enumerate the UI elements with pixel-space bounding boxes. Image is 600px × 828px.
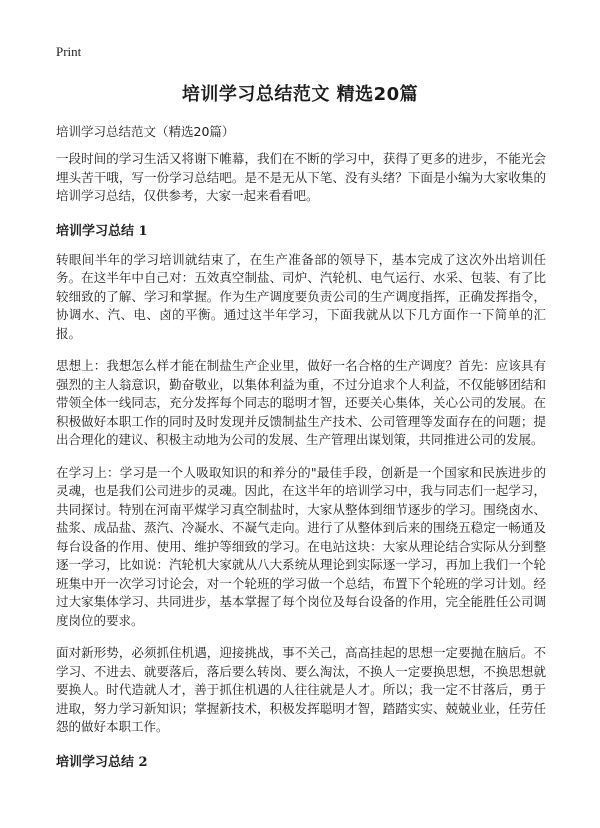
- document-body: [56, 150, 546, 782]
- document-subtitle: 培训学习总结范文（精选20篇）: [56, 124, 235, 139]
- intro-paragraph: 一段时间的学习生活又将谢下帷幕，我们在不断的学习中，获得了更多的进步，不能光会埋头苦干哦，写一份学习总结吧。是不是无从下笔、没有头绪？下面是小编为大家收集的培训学习总结，仅供参考，大家一起来看看吧。: [56, 151, 546, 203]
- section-1-paragraph-2: 思想上：我想怎么样才能在制盐生产企业里，做好一名合格的生产调度？首先：应该具有强烈的主人翁意识，勤奋敬业，以集体利益为重，不过分追求个人利益，不仅能够团结和带领全体一线同志，充分发挥每个同志的聪明才智，还要关心集体，关心公司的发展。在积极做好本职工作的同时及时发现并反馈制盐生产技术、公司管理等发面存在的问题；提出合理化的建议、积极主动地为公司的发展、生产管理出谋划策，共同推进公司的发展。: [56, 358, 546, 447]
- section-1-paragraph-4: 面对新形势，必须抓住机遇，迎接挑战，事不关己，高高挂起的思想一定要抛在脑后。不学习、不进去、就要落后，落后要么转岗、要么淘汰，不换人一定要换思想，不换思想就要换人。时代造就人才，善于抓住机遇的人往往就是人才。所以；我一定不甘落后，勇于进取，努力学习新知识；掌握新技术，积极发挥聪明才智，踏踏实实、兢兢业业，任劳任怨的做好本职工作。: [56, 645, 546, 734]
- section-1-paragraph-1: 转眼间半年的学习培训就结束了，在生产准备部的领导下，基本完成了这次外出培训任务。在这半年中自己对：五效真空制盐、司炉、汽轮机、电气运行、水采、包装、有了比较细致的了解、学习和掌握。作为生产调度要负责公司的生产调度指挥，正确发挥指令，协调水、汽、电、卤的平衡。通过这半年学习，下面我就从以下几方面作一下简单的汇报。: [56, 251, 546, 341]
- document-title: 培训学习总结范文 精选20篇: [181, 84, 419, 105]
- print-link[interactable]: Print: [56, 44, 82, 59]
- section-heading-2: 培训学习总结 2: [56, 754, 148, 770]
- section-heading-1: 培训学习总结 1: [56, 223, 148, 239]
- section-1-paragraph-3: 在学习上：学习是一个人吸取知识的和养分的"最佳手段，创新是一个国家和民族进步的灵魂，也是我们公司进步的灵魂。因此，在这半年的培训学习中，我与同志们一起学习，共同探讨。特别在河南平煤学习真空制盐时，大家从整体到细节逐步的学习。围绕卤水、盐浆、成品盐、蒸汽、冷凝水、不凝气走向。进行了从整体到后来的围绕五稳定一畅通及每台设备的作用、使用、维护等细致的学习。在电站这块：大家从理论结合实际从分到整逐一学习，比如说：汽轮机大家就从八大系统从理论到实际逐一学习，再加上我们一个轮班集中开一次学习讨论会，对一个轮班的学习做一个总结，布置下个轮班的学习计划。经过大家集体学习、共同进步，基本掌握了每个岗位及每台设备的作用，完全能胜任公司调度岗位的要求。: [56, 464, 546, 628]
